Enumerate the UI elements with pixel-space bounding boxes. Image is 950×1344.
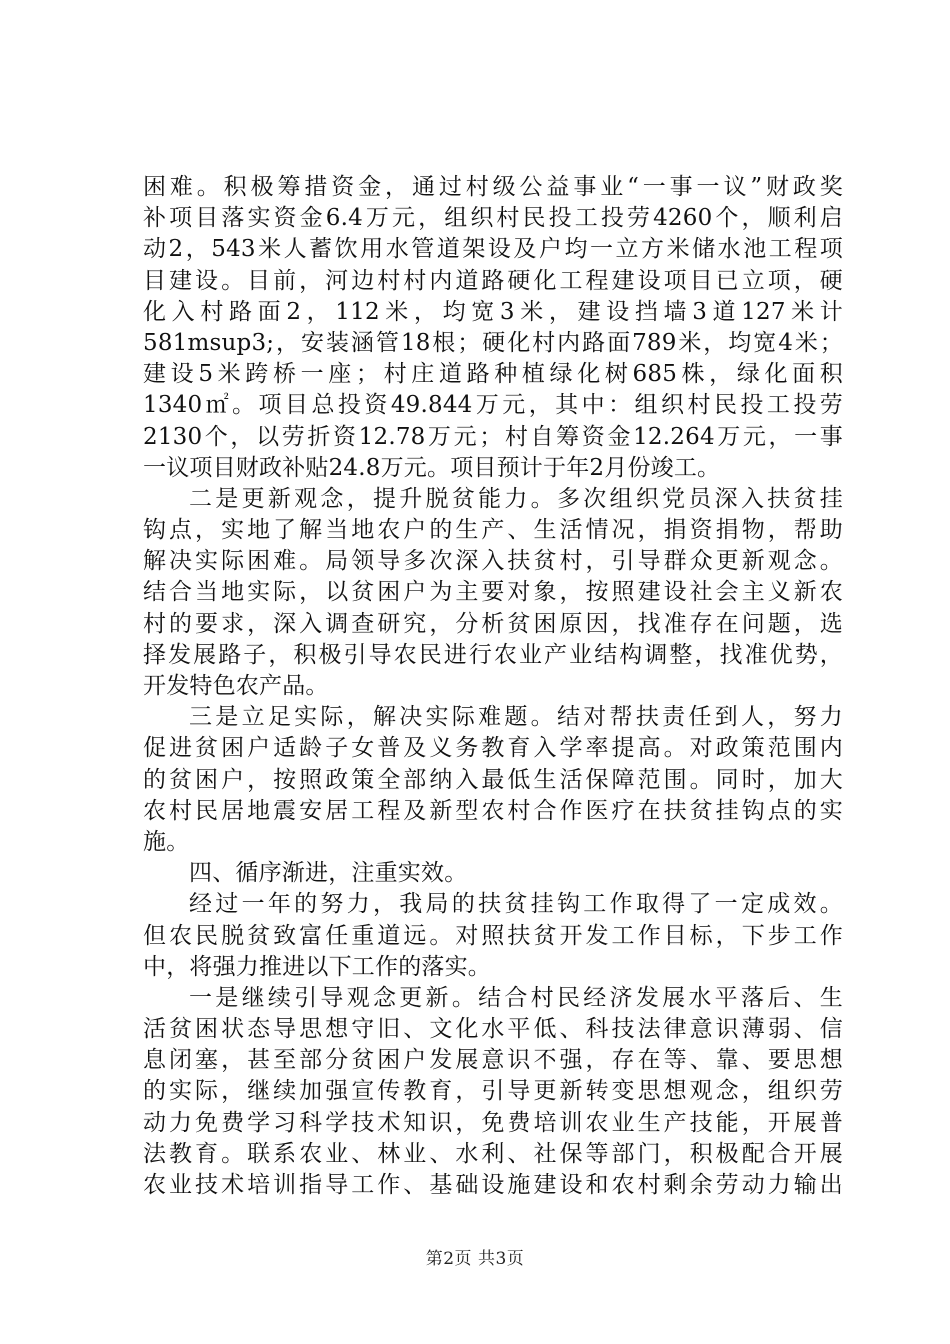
text-line: 施。: [143, 828, 190, 855]
text-line: 动2，543米人蓄饮用水管道架设及户均一立方米储水池工程项: [143, 236, 843, 263]
text-line: 动力免费学习科学技术知识，免费培训农业生产技能，开展普: [143, 1109, 843, 1136]
text-line: 的实际，继续加强宣传教育，引导更新转变思想观念，组织劳: [143, 1078, 843, 1105]
text-line: 活贫困状态导思想守旧、文化水平低、科技法律意识薄弱、信: [143, 1016, 843, 1043]
text-line: 开发特色农产品。: [143, 673, 329, 699]
text-line: 三是立足实际，解决实际难题。结对帮扶责任到人，努力: [189, 704, 843, 731]
text-line: 经过一年的努力，我局的扶贫挂钩工作取得了一定成效。: [189, 891, 843, 918]
text-line: 的贫困户，按照政策全部纳入最低生活保障范围。同时，加大: [143, 766, 843, 793]
text-line: 补项目落实资金6.4万元，组织村民投工投劳4260个，顺利启: [143, 205, 843, 232]
text-line: 解决实际困难。局领导多次深入扶贫村，引导群众更新观念。: [143, 548, 843, 575]
text-line: 农村民居地震安居工程及新型农村合作医疗在扶贫挂钩点的实: [143, 797, 843, 824]
text-line: 促进贫困户适龄子女普及义务教育入学率提高。对政策范围内: [143, 735, 843, 762]
text-line: 结合当地实际，以贫困户为主要对象，按照建设社会主义新农: [143, 579, 843, 606]
text-line: 农业技术培训指导工作、基础设施建设和农村剩余劳动力输出: [143, 1172, 843, 1198]
text-line: 困难。积极筹措资金，通过村级公益事业“一事一议”财政奖: [143, 174, 843, 200]
text-line: 但农民脱贫致富任重道远。对照扶贫开发工作目标，下步工作: [143, 922, 843, 949]
text-line: 息闭塞，甚至部分贫困户发展意识不强，存在等、靠、要思想: [143, 1047, 843, 1074]
document-body: [143, 172, 843, 1201]
text-line: 一议项目财政补贴24.8万元。项目预计于年2月份竣工。: [143, 454, 721, 481]
text-line: 择发展路子，积极引导农民进行农业产业结构调整，找准优势，: [143, 641, 843, 668]
text-line: 钩点，实地了解当地农户的生产、生活情况，捐资捐物，帮助: [143, 517, 843, 544]
text-line: 二是更新观念，提升脱贫能力。多次组织党员深入扶贫挂: [189, 485, 843, 512]
text-line: 581msup3;，安装涵管18根；硬化村内路面789米，均宽4米；: [143, 329, 843, 356]
text-line: 一是继续引导观念更新。结合村民经济发展水平落后、生: [189, 984, 843, 1011]
text-line: 法教育。联系农业、林业、水利、社保等部门，积极配合开展: [143, 1140, 843, 1167]
text-line: 村的要求，深入调查研究，分析贫困原因，找准存在问题，选: [143, 610, 843, 637]
text-line: 2130个，以劳折资12.78万元；村自筹资金12.264万元，一事: [143, 423, 843, 450]
text-line: 目建设。目前，河边村村内道路硬化工程建设项目已立项，硬: [143, 267, 843, 294]
text-line: 四、循序渐进，注重实效。: [189, 860, 468, 887]
text-line: 中，将强力推进以下工作的落实。: [143, 953, 491, 980]
page-footer: 第2页 共3页: [425, 1249, 525, 1269]
text-line: 建设5米跨桥一座；村庄道路种植绿化树685株，绿化面积: [143, 361, 843, 388]
text-line: 化入村路面2，112米，均宽3米，建设挡墙3道127米计: [143, 298, 843, 325]
text-line: 1340㎡。项目总投资49.844万元，其中：组织村民投工投劳: [143, 392, 843, 419]
